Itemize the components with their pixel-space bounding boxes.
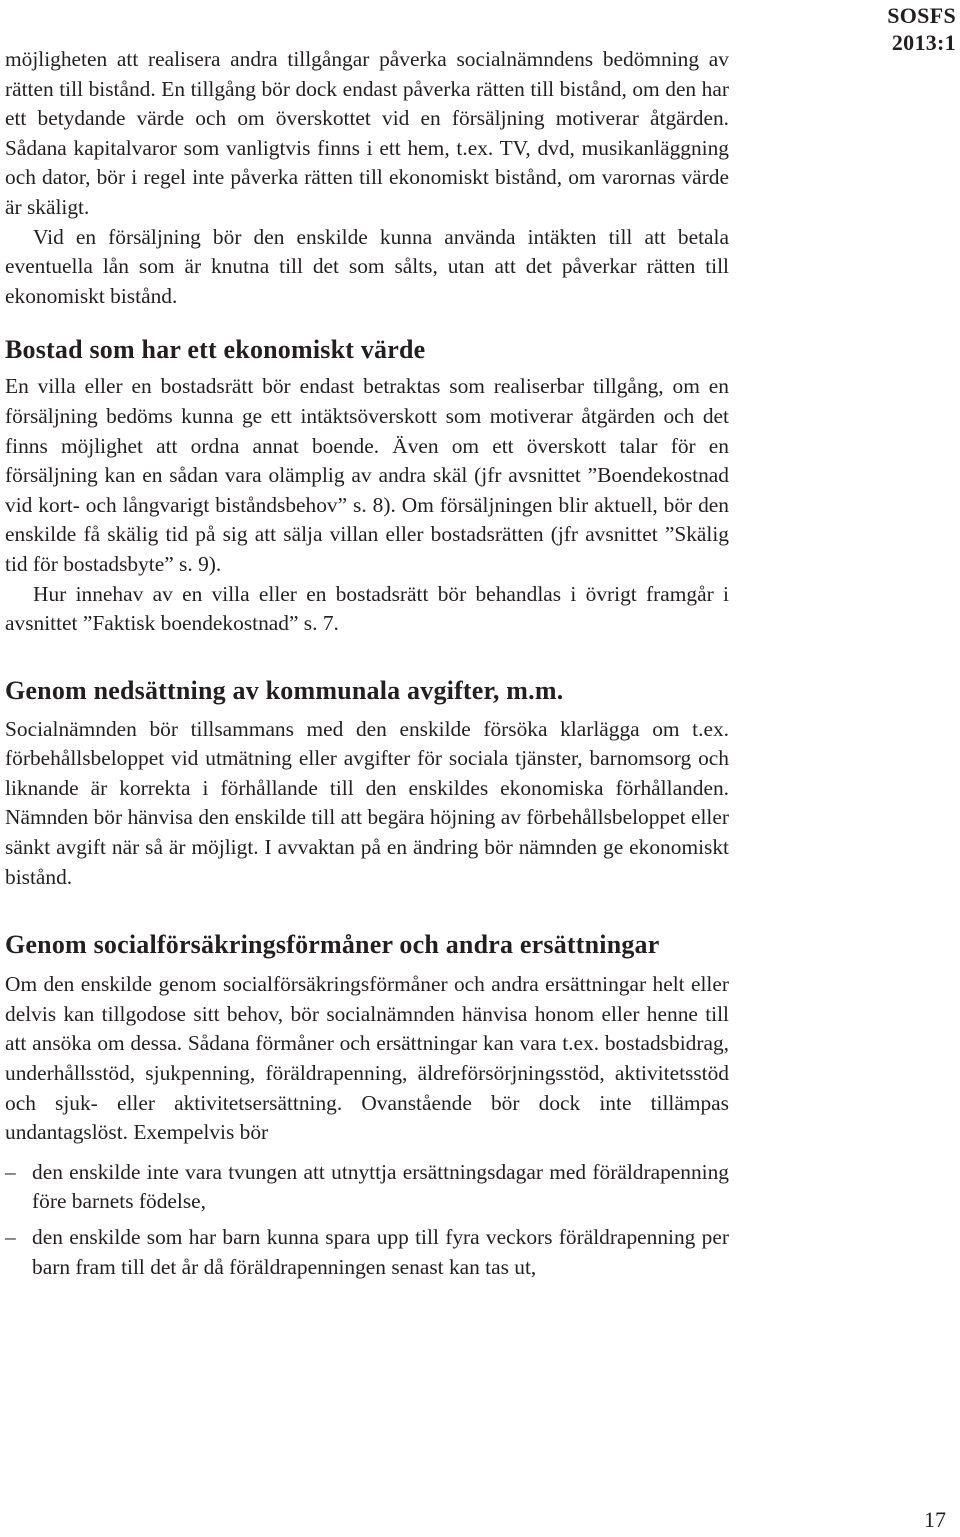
series-name: SOSFS bbox=[887, 3, 956, 28]
intro-paragraph-2: Vid en försäljning bör den enskilde kunna använda intäkten till att betala eventuella lån som är knutna till det som sålts, utan att det påverkar rätten till ekonomiskt bistånd. bbox=[5, 224, 729, 308]
series-number: 2013:1 bbox=[891, 30, 956, 55]
list-item bbox=[5, 1223, 729, 1282]
fees-paragraph-1: Socialnämnden bör tillsammans med den enskilde försöka klarlägga om t.ex. förbehållsbeloppet vid utmätning eller avgifter för sociala tjänster, barnomsorg och liknande är korrekta i förhållande till den enskildes ekonomiska förhållanden. Nämnden bör hänvisa den enskilde till att begära höjning av förbehållsbeloppet eller sänkt avgift när så är möjligt. I avvaktan på en ändring bör nämnden ge ekonomiskt bistånd. bbox=[5, 716, 729, 889]
list-item-text: den enskilde inte vara tvungen att utnyttja ersättningsdagar med föräldrapenning före barnets födelse, bbox=[32, 1159, 729, 1214]
heading-benefits: Genom socialförsäkringsförmåner och andra ersättningar bbox=[5, 930, 660, 960]
heading-housing: Bostad som har ett ekonomiskt värde bbox=[5, 335, 426, 365]
benefits-list bbox=[5, 1158, 729, 1282]
series-label bbox=[887, 2, 956, 56]
dash-bullet: – bbox=[5, 1159, 16, 1184]
list-item bbox=[5, 1158, 729, 1217]
intro-paragraph-1: möjligheten att realisera andra tillgångar påverka socialnämndens bedömning av rätten till bistånd. En tillgång bör dock endast påverka rätten till bistånd, om den har ett betydande värde och om överskottet vid en försäljning motiverar åtgärden. Sådana kapitalvaror som vanligtvis finns i ett hem, t.ex. TV, dvd, musikanläggning och dator, bör i regel inte påverka rätten till ekonomiskt bistånd, om varornas värde är skäligt. bbox=[5, 47, 729, 219]
benefits-paragraph-1: Om den enskilde genom socialförsäkringsförmåner och andra ersättningar helt eller delvis kan tillgodose sitt behov, bör socialnämnden hänvisa honom eller henne till att ansöka om dessa. Sådana förmåner och ersättningar kan vara t.ex. bostadsbidrag, underhållsstöd, sjukpenning, föräldrapenning, äldreförsörjningsstöd, aktivitetsstöd och sjuk- eller aktivitetsersättning. Ovanstående bör dock inte tillämpas undantagslöst. Exempelvis bör bbox=[5, 972, 729, 1145]
page-number: 17 bbox=[924, 1507, 946, 1532]
main-text bbox=[5, 45, 729, 1288]
dash-bullet: – bbox=[5, 1225, 16, 1249]
housing-paragraph-1: En villa eller en bostadsrätt bör endast betraktas som realiserbar tillgång, om en försäljning bedöms kunna ge ett intäktsöverskott som motiverar åtgärden och det finns möjlighet att ordna annat boende. Även om ett överskott talar för en försäljning kan en sådan vara olämplig av andra skäl (jfr avsnittet ”Boendekostnad vid kort- och långvarigt biståndsbehov” s. 8). Om försäljningen blir aktuell, bör den enskilde få skälig tid på sig att sälja villan eller bostadsrätten (jfr avsnittet ”Skälig tid för bostadsbyte” s. 9). bbox=[5, 374, 729, 576]
heading-fees: Genom nedsättning av kommunala avgifter, m.m. bbox=[5, 675, 564, 705]
housing-paragraph-2: Hur innehav av en villa eller en bostadsrätt bör behandlas i övrigt framgår i avsnittet ”Faktisk boendekostnad” s. 7. bbox=[5, 581, 729, 636]
list-item-text: den enskilde som har barn kunna spara upp till fyra veckors föräldrapenning per barn fram till det år då föräldrapenningen senast kan tas ut, bbox=[32, 1225, 729, 1279]
